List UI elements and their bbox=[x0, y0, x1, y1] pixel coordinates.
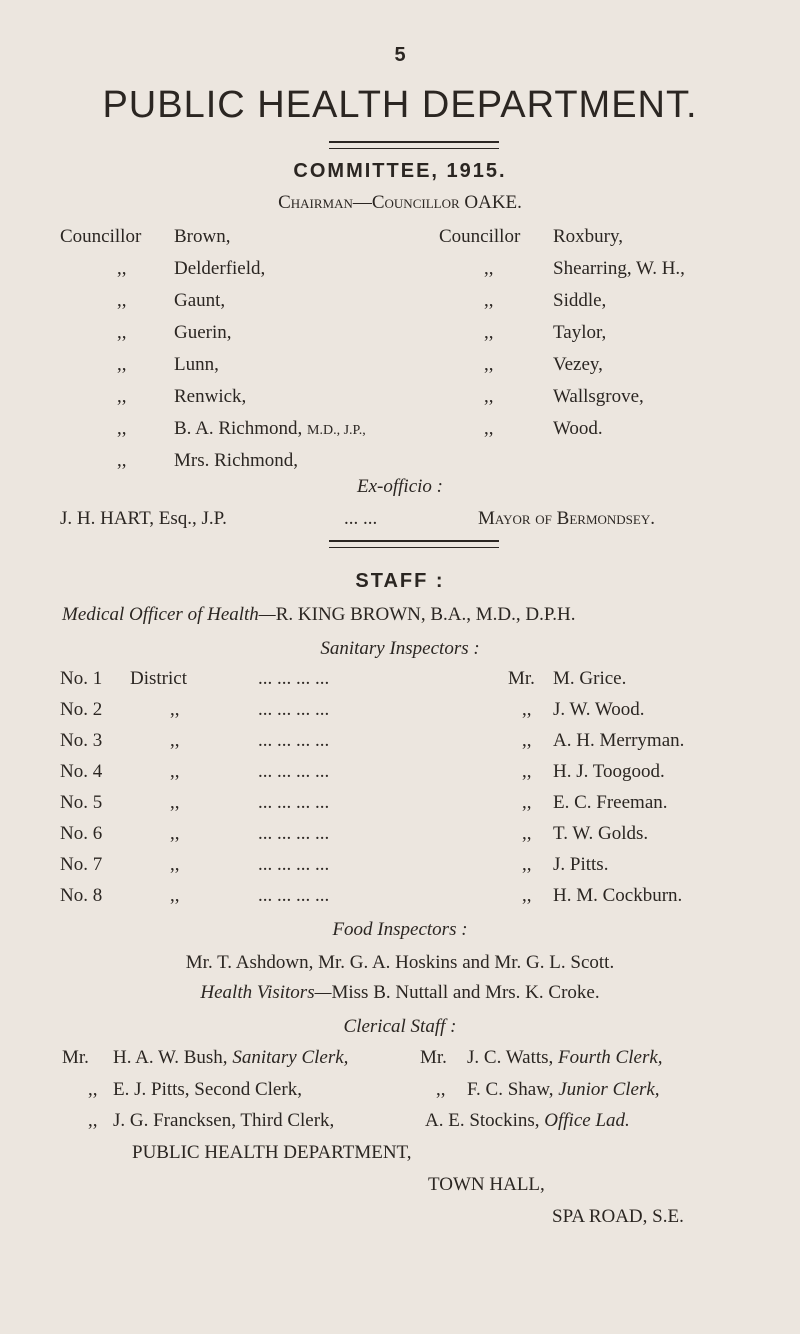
councillor-name: Taylor, bbox=[553, 322, 607, 343]
district-number: No. 8 bbox=[60, 885, 103, 906]
clerk-entry bbox=[467, 1047, 663, 1069]
councillor-name: Roxbury, bbox=[553, 226, 624, 247]
councillor-prefix: Councillor bbox=[60, 226, 142, 247]
inspector-name: E. C. Freeman. bbox=[553, 792, 668, 813]
medical-officer bbox=[62, 604, 576, 626]
health-visitors-names: Miss B. Nuttall and Mrs. K. Croke. bbox=[331, 982, 600, 1003]
councillor-prefix: Councillor bbox=[439, 226, 521, 247]
clerical-staff-label: Clerical Staff : bbox=[343, 1016, 457, 1037]
inspector-name: M. Grice. bbox=[553, 668, 627, 689]
staff-rule-top bbox=[329, 540, 499, 542]
clerk-entry bbox=[425, 1110, 630, 1132]
food-inspectors-label: Food Inspectors : bbox=[332, 919, 468, 940]
district-number: No. 1 bbox=[60, 668, 103, 689]
clerk-role: Fourth Clerk, bbox=[558, 1047, 663, 1068]
clerk-prefix: ,, bbox=[88, 1079, 98, 1100]
committee-chairman: Chairman—Councillor OAKE. bbox=[278, 192, 522, 213]
councillor-name: Siddle, bbox=[553, 290, 607, 311]
councillor-name: Brown, bbox=[174, 226, 231, 247]
district-number: No. 3 bbox=[60, 730, 103, 751]
address-line-1: PUBLIC HEALTH DEPARTMENT, bbox=[132, 1142, 412, 1163]
clerk-entry: E. J. Pitts, Second Clerk, bbox=[113, 1079, 302, 1100]
ditto-mark: ,, bbox=[117, 386, 127, 407]
clerk-entry: J. G. Francksen, Third Clerk, bbox=[113, 1110, 335, 1131]
inspector-name: A. H. Merryman. bbox=[553, 730, 685, 751]
inspector-title: ,, bbox=[522, 854, 532, 875]
ex-officio-role: Mayor of Bermondsey. bbox=[478, 508, 655, 529]
clerk-prefix: ,, bbox=[88, 1110, 98, 1131]
inspector-title: ,, bbox=[522, 823, 532, 844]
councillor-name: Vezey, bbox=[553, 354, 603, 375]
title-rule-bottom bbox=[329, 148, 499, 149]
district-label: ,, bbox=[170, 854, 180, 875]
district-label: ,, bbox=[170, 699, 180, 720]
inspector-name: H. M. Cockburn. bbox=[553, 885, 683, 906]
ditto-mark: ,, bbox=[117, 418, 127, 439]
inspector-title: ,, bbox=[522, 699, 532, 720]
district-number: No. 5 bbox=[60, 792, 103, 813]
clerk-name: J. C. Watts, bbox=[467, 1047, 554, 1068]
clerk-prefix: Mr. bbox=[62, 1047, 89, 1068]
councillor-name: Shearring, W. H., bbox=[553, 258, 685, 279]
sanitary-inspectors-label: Sanitary Inspectors : bbox=[320, 638, 480, 659]
ex-officio-dots: ... ... bbox=[344, 508, 378, 529]
ditto-mark: ,, bbox=[484, 354, 494, 375]
ditto-mark: ,, bbox=[117, 290, 127, 311]
leader-dots: ... ... ... ... bbox=[258, 699, 330, 720]
councillor-name bbox=[174, 418, 366, 440]
district-label: ,, bbox=[170, 761, 180, 782]
inspector-name: T. W. Golds. bbox=[553, 823, 649, 844]
district-label: ,, bbox=[170, 885, 180, 906]
clerk-role: Junior Clerk, bbox=[558, 1079, 660, 1100]
ditto-mark: ,, bbox=[484, 258, 494, 279]
leader-dots: ... ... ... ... bbox=[258, 761, 330, 782]
leader-dots: ... ... ... ... bbox=[258, 854, 330, 875]
leader-dots: ... ... ... ... bbox=[258, 730, 330, 751]
district-label: ,, bbox=[170, 730, 180, 751]
ditto-mark: ,, bbox=[117, 322, 127, 343]
ditto-mark: ,, bbox=[117, 258, 127, 279]
councillor-name: Gaunt, bbox=[174, 290, 226, 311]
clerk-name: A. E. Stockins, bbox=[425, 1110, 540, 1131]
clerk-prefix: ,, bbox=[436, 1079, 446, 1100]
address-line-2: TOWN HALL, bbox=[428, 1174, 545, 1195]
committee-heading: COMMITTEE, 1915. bbox=[293, 160, 507, 182]
ditto-mark: ,, bbox=[484, 386, 494, 407]
inspector-title: ,, bbox=[522, 730, 532, 751]
inspector-title: ,, bbox=[522, 761, 532, 782]
ditto-mark: ,, bbox=[117, 450, 127, 471]
ex-officio-label: Ex-officio : bbox=[357, 476, 443, 497]
district-label: District bbox=[130, 668, 187, 689]
health-visitors bbox=[0, 982, 800, 1004]
ex-officio-name: J. H. HART, Esq., J.P. bbox=[60, 508, 227, 529]
inspector-title: ,, bbox=[522, 885, 532, 906]
ditto-mark: ,, bbox=[484, 290, 494, 311]
councillor-suffix: M.D., J.P., bbox=[307, 423, 366, 438]
inspector-name: H. J. Toogood. bbox=[553, 761, 665, 782]
leader-dots: ... ... ... ... bbox=[258, 668, 330, 689]
health-visitors-label: Health Visitors— bbox=[200, 982, 332, 1003]
inspector-title: ,, bbox=[522, 792, 532, 813]
page-number: 5 bbox=[394, 44, 406, 66]
councillor-name: Delderfield, bbox=[174, 258, 266, 279]
councillor-name-text: B. A. Richmond, bbox=[174, 418, 303, 439]
district-number: No. 4 bbox=[60, 761, 103, 782]
page-title: PUBLIC HEALTH DEPARTMENT. bbox=[102, 84, 698, 126]
ditto-mark: ,, bbox=[484, 418, 494, 439]
medical-officer-label: Medical Officer of Health— bbox=[62, 604, 276, 625]
leader-dots: ... ... ... ... bbox=[258, 792, 330, 813]
district-number: No. 6 bbox=[60, 823, 103, 844]
councillor-name: Lunn, bbox=[174, 354, 219, 375]
leader-dots: ... ... ... ... bbox=[258, 823, 330, 844]
district-number: No. 2 bbox=[60, 699, 103, 720]
medical-officer-name: R. KING BROWN, B.A., M.D., D.P.H. bbox=[275, 604, 576, 625]
clerk-prefix: Mr. bbox=[420, 1047, 447, 1068]
food-inspectors-names: Mr. T. Ashdown, Mr. G. A. Hoskins and Mr. G. L. Scott. bbox=[185, 952, 615, 973]
ditto-mark: ,, bbox=[117, 354, 127, 375]
councillor-name: Wood. bbox=[553, 418, 603, 439]
district-label: ,, bbox=[170, 792, 180, 813]
ditto-mark: ,, bbox=[484, 322, 494, 343]
councillor-name: Guerin, bbox=[174, 322, 232, 343]
title-rule-top bbox=[329, 141, 499, 143]
district-number: No. 7 bbox=[60, 854, 103, 875]
leader-dots: ... ... ... ... bbox=[258, 885, 330, 906]
district-label: ,, bbox=[170, 823, 180, 844]
clerk-name: F. C. Shaw, bbox=[467, 1079, 554, 1100]
inspector-title: Mr. bbox=[508, 668, 535, 689]
clerk-role: Sanitary Clerk, bbox=[232, 1047, 349, 1068]
clerk-entry bbox=[467, 1079, 660, 1101]
address-line-3: SPA ROAD, S.E. bbox=[552, 1206, 684, 1227]
staff-heading: STAFF : bbox=[355, 570, 445, 592]
clerk-role: Office Lad. bbox=[544, 1110, 630, 1131]
clerk-entry bbox=[113, 1047, 348, 1069]
staff-rule-bottom bbox=[329, 547, 499, 548]
inspector-name: J. W. Wood. bbox=[553, 699, 645, 720]
councillor-name: Mrs. Richmond, bbox=[174, 450, 299, 471]
clerk-name: H. A. W. Bush, bbox=[113, 1047, 228, 1068]
inspector-name: J. Pitts. bbox=[553, 854, 609, 875]
councillor-name: Renwick, bbox=[174, 386, 247, 407]
councillor-name: Wallsgrove, bbox=[553, 386, 644, 407]
